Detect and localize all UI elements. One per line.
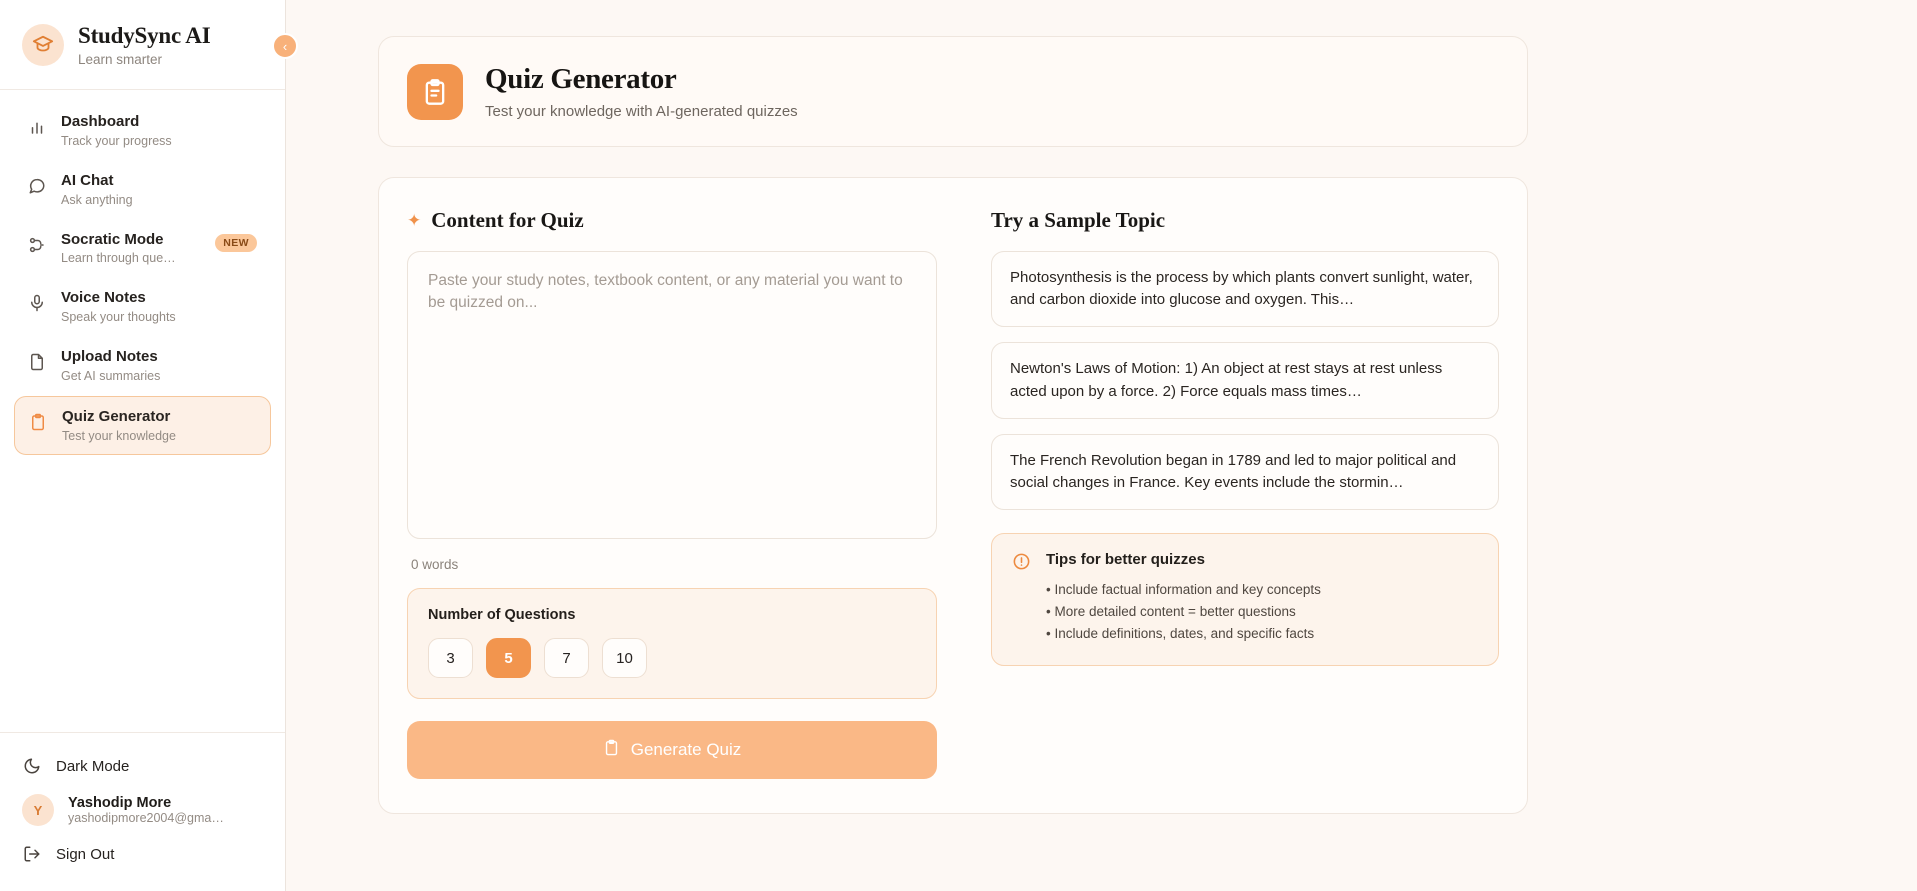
sidebar-item-sub: Track your progress: [61, 133, 172, 148]
tips-title: Tips for better quizzes: [1046, 551, 1205, 569]
samples-section-title: Try a Sample Topic: [991, 208, 1166, 232]
sidebar-item-label: Voice Notes: [61, 289, 146, 307]
clipboard-icon: [407, 64, 463, 120]
sign-out-icon: [22, 844, 42, 864]
avatar: Y: [22, 794, 54, 826]
chevron-left-icon[interactable]: ‹: [272, 33, 298, 59]
sidebar-nav: [0, 90, 285, 732]
quiz-generator-panel: [378, 177, 1528, 814]
sidebar-item-sub: Get AI summaries: [61, 368, 161, 383]
sidebar-item-voice-notes[interactable]: [14, 278, 271, 335]
sample-topic-item[interactable]: Photosynthesis is the process by which plants convert sunlight, water, and carbon dioxide into glucose and oxygen. This…: [991, 251, 1499, 327]
sidebar-item-label: Socratic Mode: [61, 230, 164, 248]
sidebar-item-label: AI Chat: [61, 171, 114, 189]
sample-topic-item[interactable]: The French Revolution began in 1789 and led to major political and social changes in France. Key events include the stormin…: [991, 434, 1499, 510]
question-count-option-10[interactable]: 10: [602, 638, 647, 678]
status-badge-new: NEW: [215, 234, 257, 252]
brand: [0, 0, 285, 90]
microphone-icon: [26, 292, 48, 314]
question-count-options: [428, 638, 916, 678]
tip-line: • Include definitions, dates, and specific facts: [1046, 625, 1315, 641]
question-count-option-5[interactable]: 5: [486, 638, 531, 678]
brand-title: StudySync AI: [78, 23, 211, 49]
clipboard-icon: [603, 739, 620, 761]
sample-topic-item[interactable]: Newton's Laws of Motion: 1) An object at rest stays at rest unless acted upon by a force. 2) Force equals mass times…: [991, 342, 1499, 418]
content-section-header: [407, 208, 937, 233]
question-count-label: Number of Questions: [428, 607, 576, 623]
page-title: Quiz Generator: [485, 63, 677, 95]
content-section-title: Content for Quiz: [431, 208, 584, 232]
dark-mode-label: Dark Mode: [56, 757, 130, 775]
sidebar-item-quiz-generator[interactable]: [14, 396, 271, 455]
page-subtitle: Test your knowledge with AI-generated quizzes: [485, 103, 798, 120]
sidebar-item-sub: Ask anything: [61, 192, 133, 207]
question-count-option-3[interactable]: 3: [428, 638, 473, 678]
sidebar-item-ai-chat[interactable]: [14, 161, 271, 218]
brand-subtitle: Learn smarter: [78, 51, 163, 67]
question-count-option-7[interactable]: 7: [544, 638, 589, 678]
content-for-quiz-column: [407, 208, 937, 779]
dark-mode-toggle[interactable]: [20, 747, 265, 785]
main-content: [286, 0, 1917, 891]
document-icon: [26, 351, 48, 373]
sidebar-item-dashboard[interactable]: [14, 102, 271, 159]
sidebar-item-label: Quiz Generator: [62, 407, 171, 425]
question-count-box: [407, 588, 937, 699]
generate-quiz-button[interactable]: [407, 721, 937, 779]
sidebar: [0, 0, 286, 891]
quiz-content-input[interactable]: [407, 251, 937, 539]
sign-out-button[interactable]: [20, 835, 265, 873]
page-header: [378, 36, 1528, 147]
word-count: 0 words: [411, 557, 459, 572]
sign-out-label: Sign Out: [56, 845, 115, 863]
sidebar-item-label: Upload Notes: [61, 348, 158, 365]
sidebar-footer: [0, 732, 285, 891]
moon-icon: [22, 756, 42, 776]
tip-line: • More detailed content = better questions: [1046, 603, 1296, 619]
sidebar-item-sub: Speak your thoughts: [61, 310, 176, 324]
bar-chart-icon: [26, 116, 48, 138]
user-name: Yashodip More: [68, 795, 172, 811]
sparkle-icon: ✦: [407, 210, 422, 230]
chat-bubble-icon: [26, 175, 48, 197]
alert-circle-icon: [1012, 552, 1032, 645]
sidebar-item-upload-notes[interactable]: [14, 337, 271, 394]
question-flow-icon: [26, 234, 48, 256]
sidebar-item-label: Dashboard: [61, 113, 140, 130]
generate-quiz-label: Generate Quiz: [630, 740, 742, 759]
clipboard-icon: [27, 411, 49, 433]
sidebar-item-sub: Learn through que…: [61, 251, 176, 266]
user-profile[interactable]: [20, 785, 265, 835]
user-email: yashodipmore2004@gma…: [68, 811, 224, 825]
graduation-cap-icon: [22, 24, 64, 66]
tip-line: • Include factual information and key concepts: [1046, 582, 1321, 598]
samples-section-header: [991, 208, 1499, 233]
sample-topic-column: [965, 208, 1499, 779]
sidebar-item-sub: Test your knowledge: [62, 428, 176, 443]
tips-box: [991, 533, 1499, 666]
sidebar-item-socratic-mode[interactable]: [14, 220, 271, 277]
